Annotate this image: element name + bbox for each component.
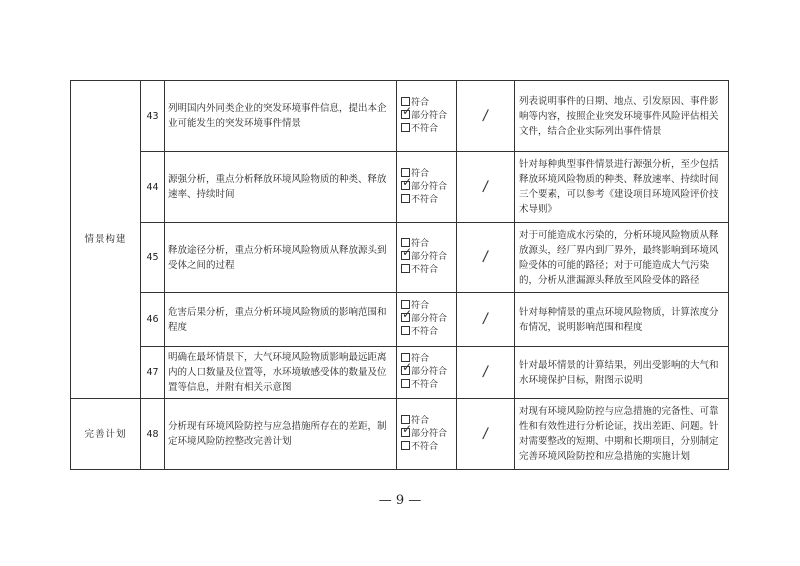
checkbox-checked[interactable] [401, 307, 413, 322]
check-item-text: 列明国内外同类企业的突发环境事件信息，提出本企业可能发生的突发环境事件情景 [165, 81, 397, 152]
checkmark-icon: ✓ [402, 421, 413, 436]
table-row [71, 152, 729, 223]
handwritten-mark: / [457, 399, 515, 470]
checkmark-icon: ✓ [402, 360, 413, 374]
option-nonconform[interactable]: 不符合 [401, 379, 456, 392]
page-number: — 9 — [378, 493, 422, 508]
option-group [397, 81, 457, 152]
handwritten-mark: / [457, 293, 515, 347]
option-partial[interactable]: ✓ 部分符合 [402, 245, 448, 262]
option-nonconform[interactable]: 不符合 [401, 326, 456, 339]
row-number: 48 [141, 399, 165, 470]
checkbox-checked[interactable] [401, 103, 413, 119]
option-nonconform[interactable]: 不符合 [401, 441, 456, 454]
option-conform[interactable]: 符合 [401, 300, 456, 313]
option-partial[interactable]: ✓ 部分符合 [402, 307, 448, 324]
checkbox-checked[interactable] [401, 245, 413, 260]
table-row [71, 223, 729, 293]
handwritten-mark: / [457, 81, 515, 152]
table-row [71, 293, 729, 347]
option-partial[interactable]: ✓ 部分符合 [402, 103, 448, 121]
check-description: 针对每种情景的重点环境风险物质，计算浓度分布情况，说明影响范围和程度 [515, 293, 729, 347]
handwritten-mark: / [457, 152, 515, 223]
checkbox[interactable] [401, 379, 410, 388]
check-description: 对于可能造成水污染的，分析环境风险物质从释放源头，经厂界内到厂界外，最终影响到环境风险受体的可能的路径；对于可能造成大气污染的，分析从泄漏源头释放至风险受体的路径 [515, 223, 729, 293]
checkbox[interactable] [401, 326, 410, 335]
option-nonconform[interactable]: 不符合 [401, 123, 456, 136]
table-row [71, 399, 729, 470]
checkmark-icon: ✓ [402, 307, 413, 321]
checkmark-icon: ✓ [402, 245, 413, 259]
handwritten-mark: / [457, 347, 515, 399]
checkmark-icon: ✓ [402, 174, 413, 189]
row-number: 45 [141, 223, 165, 293]
option-group [397, 152, 457, 223]
checkbox[interactable] [401, 194, 410, 203]
check-item-text: 释放途径分析，重点分析环境风险物质从释放源头到受体之间的过程 [165, 223, 397, 293]
option-conform[interactable]: 符合 [401, 168, 456, 181]
option-group [397, 399, 457, 470]
option-nonconform[interactable]: 不符合 [401, 194, 456, 207]
row-number: 44 [141, 152, 165, 223]
row-number: 43 [141, 81, 165, 152]
option-group [397, 293, 457, 347]
checkbox[interactable] [401, 441, 410, 450]
table-row [71, 81, 729, 152]
option-partial[interactable]: ✓ 部分符合 [402, 360, 448, 377]
check-description: 针对每种典型事件情景进行源强分析，至少包括释放环境风险物质的种类、释放速率、持续时间三个要素，可以参考《建设项目环境风险评价技术导则》 [515, 152, 729, 223]
option-conform[interactable]: 符合 [401, 97, 456, 110]
option-conform[interactable]: 符合 [401, 415, 456, 428]
table-row [71, 347, 729, 399]
option-group [397, 223, 457, 293]
check-item-text: 危害后果分析，重点分析环境风险物质的影响范围和程度 [165, 293, 397, 347]
assessment-table [70, 80, 729, 470]
check-item-text: 明确在最坏情景下，大气环境风险物质影响最远距离内的人口数量及位置等，水环境敏感受体的数量及位置等信息，并附有相关示意图 [165, 347, 397, 399]
row-number: 46 [141, 293, 165, 347]
option-partial[interactable]: ✓ 部分符合 [402, 174, 448, 192]
option-conform[interactable]: 符合 [401, 238, 456, 251]
option-conform[interactable]: 符合 [401, 353, 456, 366]
check-description: 对现有环境风险防控与应急措施的完备性、可靠性和有效性进行分析论证，找出差距、问题。针对需要整改的短期、中期和长期项目，分别制定完善环境风险防控和应急措施的实施计划 [515, 399, 729, 470]
check-item-text: 分析现有环境风险防控与应急措施所存在的差距，制定环境风险防控整改完善计划 [165, 399, 397, 470]
section-label: 完善计划 [71, 399, 141, 470]
row-number: 47 [141, 347, 165, 399]
option-partial[interactable]: ✓ 部分符合 [402, 421, 448, 439]
checkbox-checked[interactable] [401, 360, 413, 375]
checkbox-checked[interactable] [401, 421, 413, 437]
option-nonconform[interactable]: 不符合 [401, 264, 456, 277]
option-group [397, 347, 457, 399]
check-item-text: 源强分析，重点分析释放环境风险物质的种类、释放速率、持续时间 [165, 152, 397, 223]
checkbox[interactable] [401, 123, 410, 132]
section-label: 情景构建 [71, 81, 141, 399]
check-description: 针对最坏情景的计算结果，列出受影响的大气和水环境保护目标，附图示说明 [515, 347, 729, 399]
checkbox[interactable] [401, 264, 410, 273]
checkmark-icon: ✓ [402, 103, 413, 118]
check-description: 列表说明事件的日期、地点、引发原因、事件影响等内容，按照企业突发环境事件风险评估相关文件，结合企业实际列出事件情景 [515, 81, 729, 152]
checkbox-checked[interactable] [401, 174, 413, 190]
handwritten-mark: / [457, 223, 515, 293]
